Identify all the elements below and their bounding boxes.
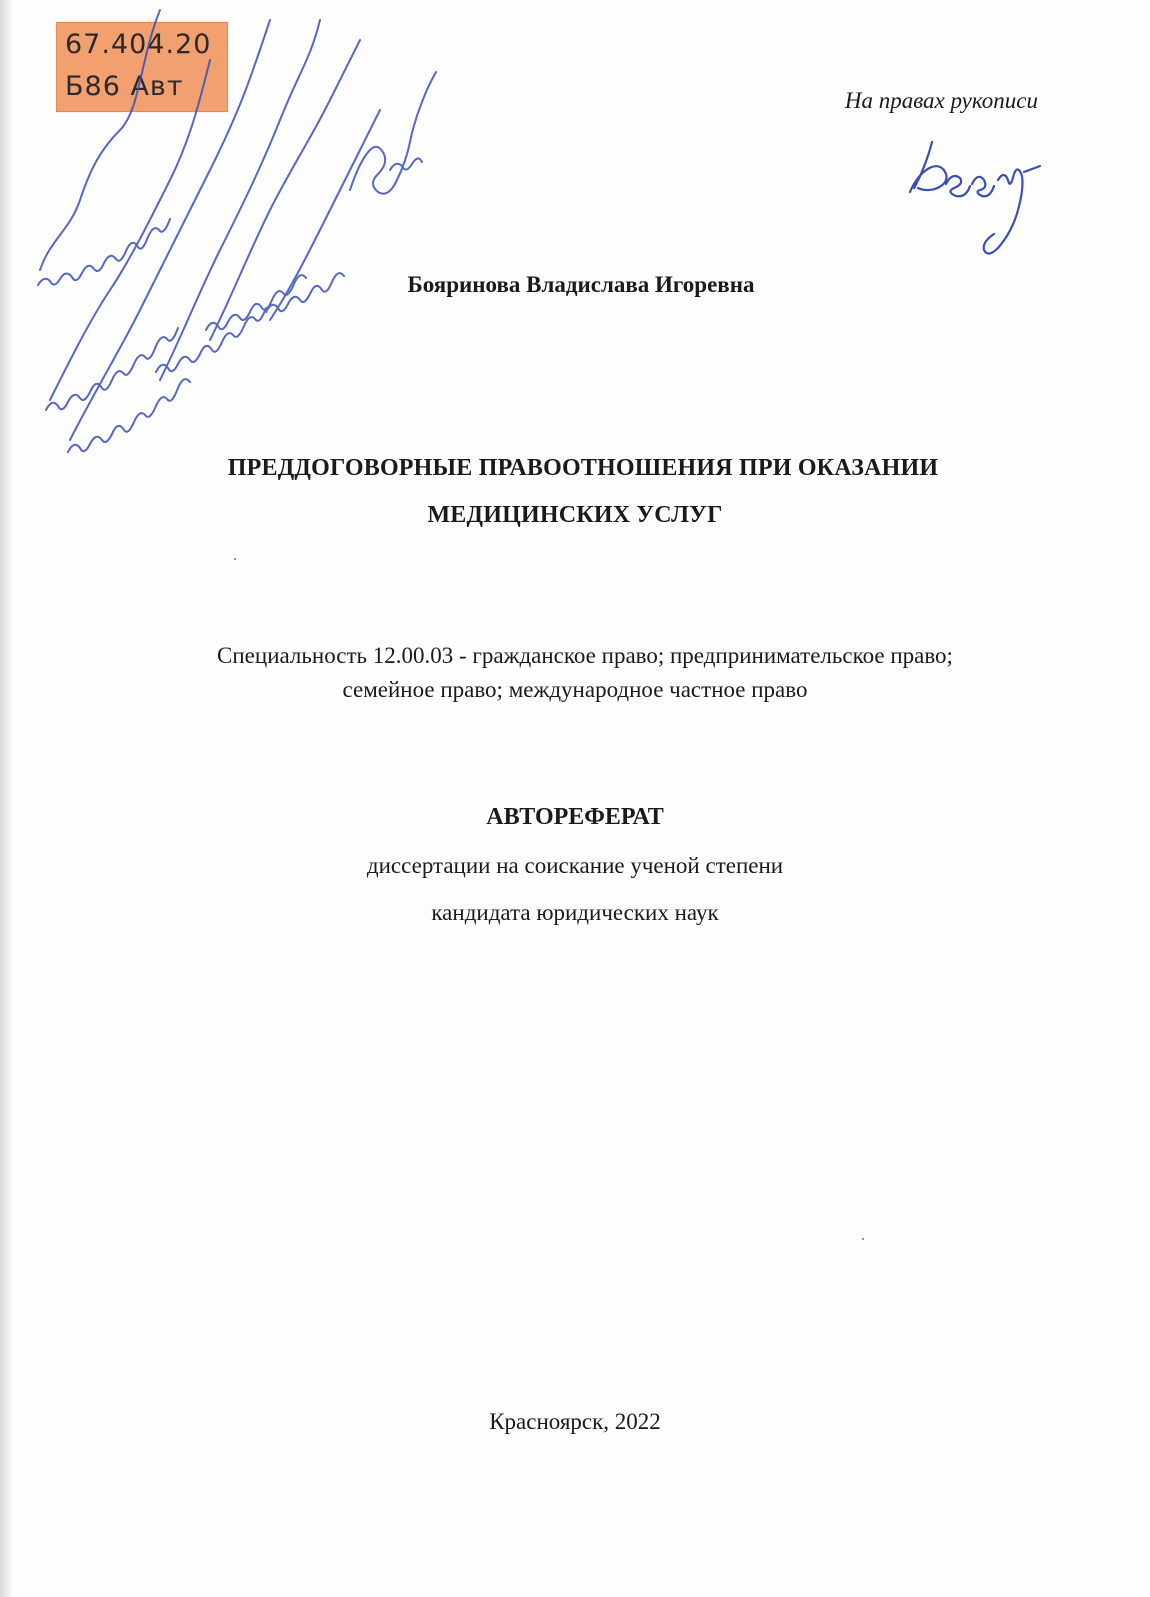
degree-purpose-line-1: диссертации на соискание ученой степени (366, 853, 784, 878)
scan-speck (862, 1238, 864, 1240)
dissertation-title-line-2: МЕДИЦИНСКИХ УСЛУГ (427, 502, 723, 528)
handwritten-inscription (10, 0, 470, 460)
scan-speck (234, 558, 236, 560)
sticker-author-mark: Б86 Авт (65, 71, 184, 102)
author-signature (900, 128, 1060, 258)
document-type: АВТОРЕФЕРАТ (486, 804, 664, 830)
place-and-year: Красноярск, 2022 (489, 1409, 661, 1434)
dissertation-title-line-1: ПРЕДДОГОВОРНЫЕ ПРАВООТНОШЕНИЯ ПРИ ОКАЗАНИИ (227, 455, 939, 481)
rights-note: На правах рукописи (844, 88, 1038, 113)
degree-purpose-line-2: кандидата юридических наук (431, 900, 719, 925)
specialty-line-1: Специальность 12.00.03 - гражданское право; предпринимательское право; (217, 643, 953, 668)
author-name: Бояринова Владислава Игоревна (407, 272, 755, 297)
specialty-line-2: семейное право; международное частное право (342, 677, 808, 702)
sticker-code: 67.404.20 (65, 29, 212, 60)
